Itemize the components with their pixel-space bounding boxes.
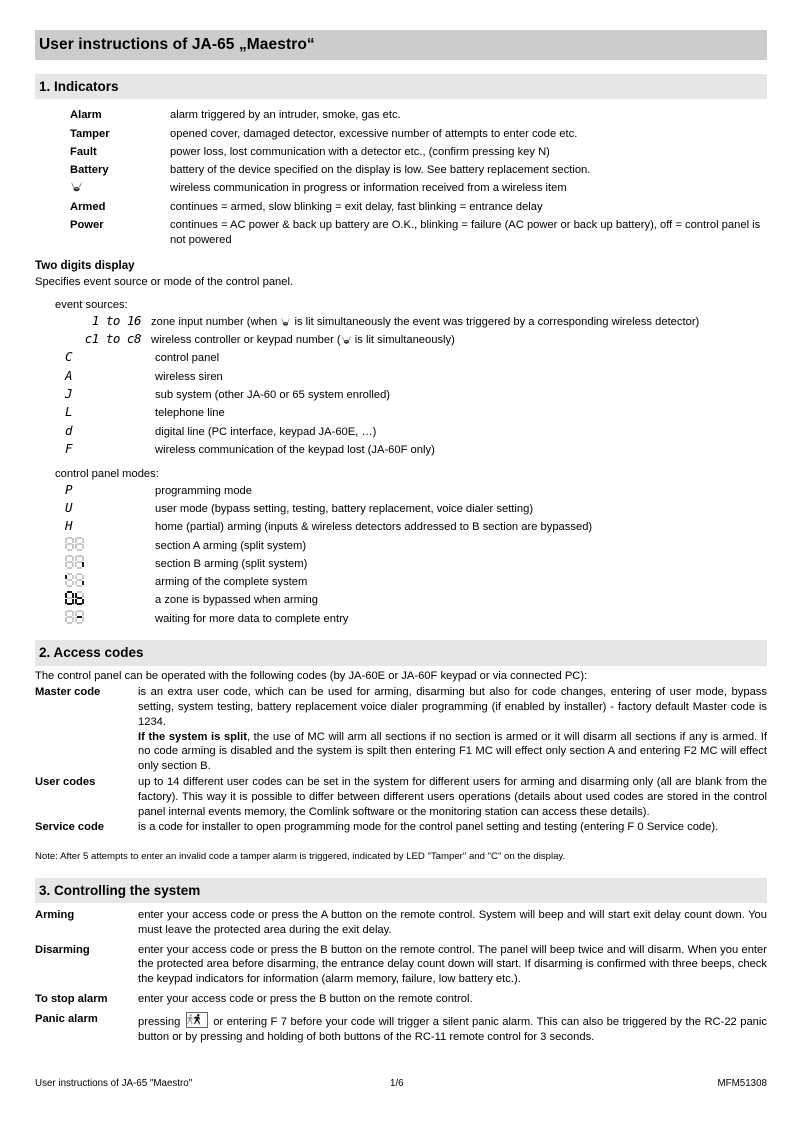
mode-glyph-display — [65, 591, 155, 608]
access-codes-note: Note: After 5 attempts to enter an invalid code a tamper alarm is triggered, indicated by LED "Tamper" and "C" on the display. — [35, 851, 566, 863]
segment-digit — [65, 610, 74, 624]
indicator-description: battery of the device specified on the display is low. See battery replacement section. — [170, 164, 591, 177]
wireless-icon — [341, 335, 352, 344]
segment-d — [67, 567, 73, 569]
segment-e — [75, 562, 77, 567]
section-heading-access-codes: 2. Access codes — [35, 640, 767, 666]
event-source-glyph: J — [65, 386, 73, 402]
footer-right: MFM51308 — [717, 1078, 767, 1089]
indicator-description: opened cover, damaged detector, excessive number of attempts to enter code etc. — [170, 127, 578, 140]
mode-description: section A arming (split system) — [155, 539, 307, 552]
segment-digit — [75, 537, 84, 551]
segment-d — [77, 585, 83, 587]
mode-glyph: U — [65, 499, 73, 515]
mode-row — [35, 591, 767, 608]
controlling-description: enter your access code or press the B button on the remote control. — [138, 992, 473, 1005]
mode-row — [35, 500, 767, 517]
segment-g — [67, 616, 73, 618]
indicator-label-icon — [70, 181, 170, 196]
segment-digit — [65, 555, 74, 569]
controlling-description: enter your access code or press the A button on the remote control. System will beep and will start exit delay count down. You must leave the protected area during the exit delay. — [138, 909, 767, 936]
segment-g — [67, 597, 73, 599]
segment-c — [82, 544, 84, 549]
segment-d — [77, 603, 83, 605]
mode-row — [35, 537, 767, 554]
segment-g — [77, 579, 83, 581]
seven-segment-display — [65, 610, 84, 624]
event-source-row — [35, 441, 767, 458]
controlling-description: pressing or entering F 7 before your code will trigger a silent panic alarm. This can also be triggered by the RC-22 panic button or by pressing and holding of both buttons of the RC-11 remote control for 3 seconds. — [138, 1012, 767, 1045]
access-code-label: Master code — [35, 686, 101, 699]
segment-c — [72, 581, 74, 586]
access-code-label: User codes — [35, 775, 96, 788]
segment-d — [67, 585, 73, 587]
event-sources-list — [35, 313, 767, 458]
mode-description: arming of the complete system — [155, 576, 308, 589]
controlling-description: enter your access code or press the B button on the remote control. The panel will beep twice and will disarm. When you enter the protected area before disarming, the entrance delay count down will start. If disarming is confirmed with three beeps, check the keypad indicators for information (alarm memory, failure, low battery etc.). — [138, 943, 767, 986]
controlling-row — [35, 992, 767, 1007]
event-source-glyph: c1 to c8 — [84, 331, 141, 347]
segment-c — [72, 544, 74, 549]
bold-lead: If the system is split — [138, 730, 247, 743]
segment-digit — [75, 591, 84, 605]
two-digits-intro: Specifies event source or mode of the control panel. — [35, 275, 294, 288]
segment-g — [67, 561, 73, 563]
event-source-row — [35, 331, 767, 348]
event-source-glyph: L — [65, 404, 73, 420]
event-source-row — [35, 349, 767, 366]
segment-b — [82, 575, 84, 580]
event-source-glyph: d — [65, 422, 73, 438]
segment-e — [75, 544, 77, 549]
event-source-row — [35, 404, 767, 421]
segment-digit — [65, 573, 74, 587]
document-title: User instructions of JA-65 „Maestro“ — [35, 30, 767, 60]
segment-g — [77, 616, 83, 618]
segment-b — [72, 611, 74, 616]
access-codes-intro: The control panel can be operated with the following codes (by JA-60E or JA-60F keypad or via connected PC): — [35, 669, 588, 682]
segment-d — [67, 603, 73, 605]
segment-digit — [65, 537, 74, 551]
mode-row — [35, 518, 767, 535]
segment-digit — [75, 573, 84, 587]
indicator-row — [35, 108, 767, 123]
event-source-description: wireless communication of the keypad lost (JA-60F only) — [155, 443, 435, 456]
event-source-glyph: C — [65, 349, 73, 365]
seven-segment-display — [65, 573, 84, 587]
segment-g — [77, 597, 83, 599]
segment-g — [67, 579, 73, 581]
indicator-row — [35, 181, 767, 196]
segment-e — [65, 581, 67, 586]
event-source-description: telephone line — [155, 407, 225, 420]
event-source-glyph: A — [65, 367, 73, 383]
event-source-description: wireless controller or keypad number ( is lit simultaneously) — [151, 334, 455, 347]
access-code-description — [138, 775, 767, 819]
segment-b — [72, 556, 74, 561]
segment-e — [75, 599, 77, 604]
controlling-row — [35, 908, 767, 938]
subheading-two-digits-display: Two digits display — [35, 258, 135, 272]
section-heading-indicators: 1. Indicators — [35, 74, 767, 100]
mode-description: programming mode — [155, 484, 253, 497]
segment-g — [67, 543, 73, 545]
seven-segment-display — [65, 555, 84, 569]
mode-row — [35, 555, 767, 572]
event-source-description: zone input number (when is lit simultaneously the event was triggered by a corresponding wireless detector) — [151, 315, 700, 328]
mode-glyph: H — [65, 518, 73, 534]
segment-g — [77, 543, 83, 545]
section-heading-controlling: 3. Controlling the system — [35, 878, 767, 904]
segment-b — [82, 611, 84, 616]
segment-b — [72, 593, 74, 598]
access-code-paragraph: is a code for installer to open programming mode for the control panel setting and testing (entering F 0 Service code). — [138, 821, 719, 834]
access-code-paragraph: If the system is split, the use of MC will arm all sections if no section is armed or it will disarm all sections if any is armed. If no code arming is disabled and the system is spilt then entering F1 MC will effect only section A and entering F2 MC will effect only section B. — [138, 730, 767, 773]
segment-c — [82, 581, 84, 586]
indicator-description: power loss, lost communication with a detector etc., (confirm pressing key N) — [170, 145, 550, 158]
indicator-row — [35, 145, 767, 160]
segment-d — [77, 622, 83, 624]
mode-glyph-display — [65, 537, 155, 554]
seven-segment-display — [65, 591, 84, 605]
event-source-description: sub system (other JA-60 or 65 system enrolled) — [155, 389, 391, 402]
mode-row — [35, 573, 767, 590]
indicator-description: alarm triggered by an intruder, smoke, gas etc. — [170, 109, 401, 122]
segment-g — [77, 561, 83, 563]
segment-c — [72, 599, 74, 604]
event-source-description: digital line (PC interface, keypad JA-60E, …) — [155, 425, 377, 438]
access-code-row — [35, 685, 767, 774]
event-source-row — [35, 368, 767, 385]
mode-description: a zone is bypassed when arming — [155, 594, 318, 607]
indicator-row — [35, 218, 767, 248]
segment-e — [65, 544, 67, 549]
event-source-row — [35, 313, 767, 330]
indicator-label: Tamper — [70, 127, 110, 140]
mode-row — [35, 610, 767, 627]
segment-e — [75, 617, 77, 622]
indicators-list — [35, 108, 767, 247]
segment-e — [75, 581, 77, 586]
indicator-label: Armed — [70, 200, 106, 213]
event-source-description: wireless siren — [155, 370, 223, 383]
event-source-description: control panel — [155, 352, 220, 365]
panic-icon — [186, 1012, 208, 1028]
indicator-row — [35, 200, 767, 215]
mode-glyph: P — [65, 481, 73, 497]
mode-description: home (partial) arming (inputs & wireless detectors addressed to B section are bypassed) — [155, 521, 593, 534]
indicator-description: continues = AC power & back up battery are O.K., blinking = failure (AC power or back up battery), off = control panel is not powered — [170, 219, 761, 246]
segment-c — [72, 562, 74, 567]
event-source-row — [35, 423, 767, 440]
access-code-label: Service code — [35, 821, 105, 834]
access-code-paragraph: is an extra user code, which can be used for arming, disarming but also for code changes, entering of user mode, bypass setting, system testing, battery replacement voice dialer programming (if enabled by installer) - factory default Master code is 1234. — [138, 686, 767, 728]
mode-description: user mode (bypass setting, testing, battery replacement, voice dialer setting) — [155, 502, 534, 515]
event-sources-label: event sources: — [55, 298, 128, 311]
indicator-row — [35, 127, 767, 142]
wireless-icon — [70, 181, 83, 192]
controlling-row — [35, 943, 767, 987]
access-code-description — [138, 820, 767, 835]
segment-c — [82, 599, 84, 604]
segment-digit — [65, 591, 74, 605]
segment-b — [72, 538, 74, 543]
indicator-label: Alarm — [70, 109, 102, 122]
segment-d — [67, 622, 73, 624]
access-code-row — [35, 775, 767, 819]
page-footer — [35, 1078, 767, 1089]
segment-b — [72, 575, 74, 580]
indicator-label: Battery — [70, 164, 109, 177]
segment-b — [82, 556, 84, 561]
segment-c — [82, 617, 84, 622]
mode-row — [35, 482, 767, 499]
seven-segment-display — [65, 537, 84, 551]
indicator-description: continues = armed, slow blinking = exit delay, fast blinking = entrance delay — [170, 200, 543, 213]
segment-b — [82, 593, 84, 598]
control-panel-modes-list — [35, 482, 767, 627]
segment-d — [77, 567, 83, 569]
segment-c — [72, 617, 74, 622]
event-source-row — [35, 386, 767, 403]
segment-digit — [75, 610, 84, 624]
segment-b — [82, 538, 84, 543]
mode-glyph-display — [65, 555, 155, 572]
indicator-row — [35, 163, 767, 178]
segment-d — [67, 549, 73, 551]
controlling-label: Arming — [35, 909, 75, 922]
indicator-label: Fault — [70, 145, 97, 158]
controlling-label: Disarming — [35, 943, 90, 956]
segment-d — [77, 549, 83, 551]
segment-c — [82, 562, 84, 567]
segment-e — [65, 599, 67, 604]
footer-page-number: 1/6 — [390, 1078, 404, 1089]
indicator-label: Power — [70, 219, 104, 232]
access-code-description — [138, 685, 767, 774]
access-code-row — [35, 820, 767, 835]
page-content — [35, 30, 767, 1049]
indicator-description: wireless communication in progress or information received from a wireless item — [170, 182, 567, 195]
wireless-icon — [280, 317, 291, 326]
mode-description: section B arming (split system) — [155, 557, 308, 570]
controlling-label: Panic alarm — [35, 1012, 98, 1025]
mode-glyph-display — [65, 573, 155, 590]
footer-left: User instructions of JA-65 "Maestro" — [35, 1078, 193, 1089]
event-source-glyph: F — [65, 440, 73, 456]
segment-digit — [75, 555, 84, 569]
controlling-label: To stop alarm — [35, 992, 108, 1005]
controlling-row — [35, 1012, 767, 1045]
event-source-glyph: 1 to 16 — [91, 312, 141, 328]
access-code-paragraph: up to 14 different user codes can be set in the system for different users for arming and disarming only (all are blank from the factory). This way it is possible to differ between different users operations (details about used codes are stored in the control panel internal events memory, the Comlink software or the monitoring station can access these details). — [138, 775, 767, 818]
access-codes-list — [35, 685, 767, 835]
mode-glyph-display — [65, 610, 155, 627]
segment-e — [65, 617, 67, 622]
mode-description: waiting for more data to complete entry — [155, 612, 349, 625]
controlling-list — [35, 908, 767, 1044]
segment-e — [65, 562, 67, 567]
control-panel-modes-label: control panel modes: — [55, 467, 159, 480]
